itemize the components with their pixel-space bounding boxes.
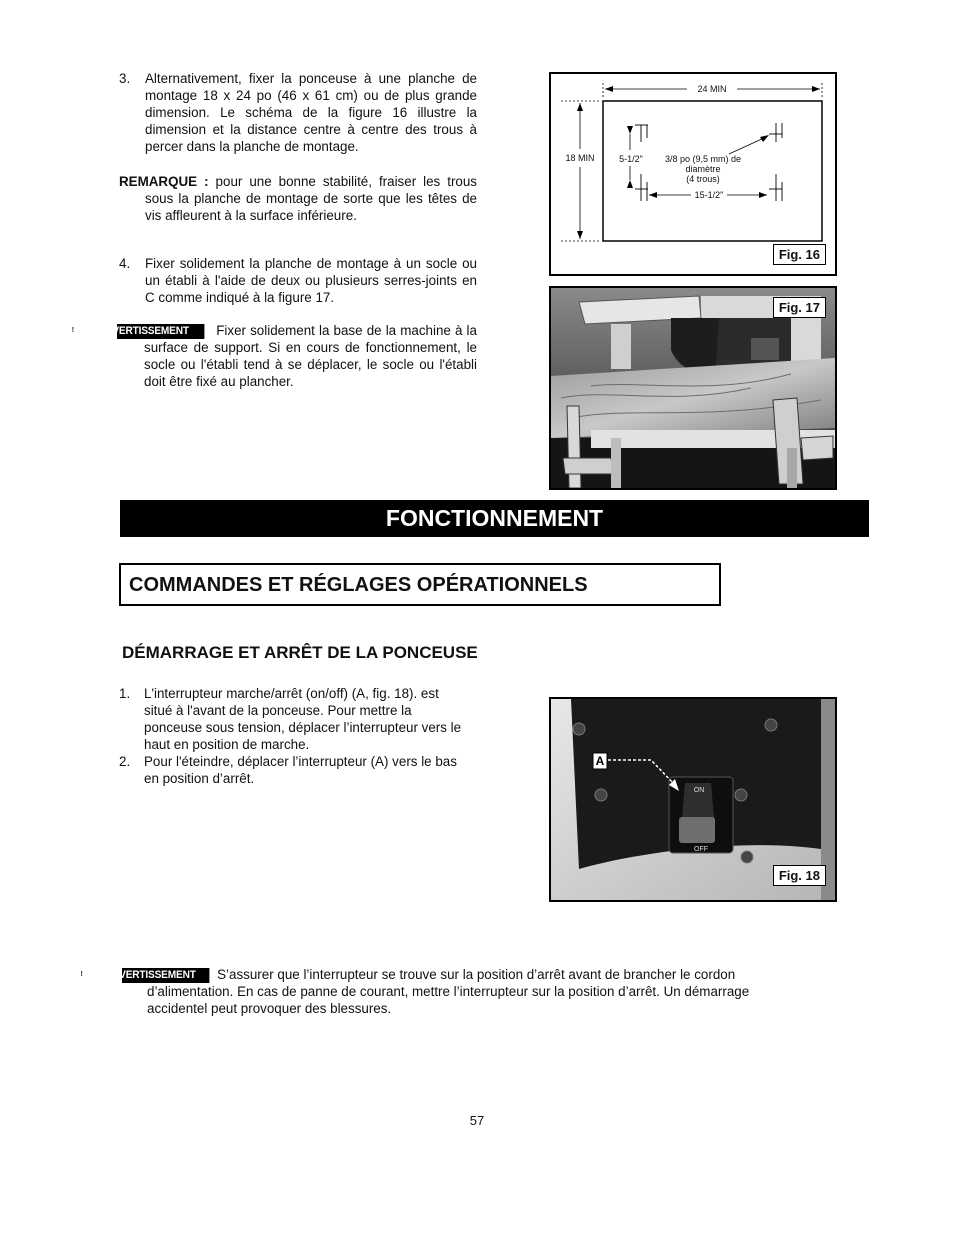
hole-note-1: 3/8 po (9,5 mm) de [664,154,742,164]
figure-18 [549,697,837,902]
subheading: DÉMARRAGE ET ARRÊT DE LA PONCEUSE [122,643,478,662]
warning-bottom [112,966,812,1017]
remark-label: REMARQUE : [119,174,209,189]
dim-height: 18 MIN [565,153,595,163]
section-title: COMMANDES ET RÉGLAGES OPÉRATIONNELS [119,563,721,606]
step-4-text: Fixer solidement la planche de montage à un socle ou un établi à l'aide de deux ou plusieurs serres-joints en C comme indiqué à la figure 17. [145,256,477,305]
dim-width: 24 MIN [697,84,727,94]
switch-off-label: OFF [694,846,708,853]
operation-banner: FONCTIONNEMENT [120,500,869,537]
warning-badge-bottom: !AVERTISSEMENT [122,968,210,983]
warning-triangle-icon [94,326,103,335]
step-2 [119,753,469,787]
callout-a: A [595,754,605,768]
step-3-number: 3. [119,71,131,86]
figure-17 [549,286,837,490]
warning-top-text: Fixer solidement la base de la machine à la surface de support. Si en cours de fonctionnement, le socle ou l'établi tend à se déplacer, le socle ou l'établi doit être fixé au plancher. [144,323,477,389]
hole-note-3: (4 trous) [686,174,720,184]
page-number: 57 [469,1113,485,1128]
step-4 [119,255,477,306]
step-3 [119,70,477,155]
warning-badge: !AVERTISSEMENT [117,324,205,339]
warning-triangle-icon [101,970,110,979]
fig-17-label: Fig. 17 [773,297,826,318]
remark [119,173,477,224]
step-1-number: 1. [119,686,131,701]
step-4-number: 4. [119,256,131,271]
warning-bottom-text: S’assurer que l’interrupteur se trouve sur la position d’arrêt avant de brancher le cordon d’alimentation. En cas de panne de courant, mettre l’interrupteur sur la position d’arrêt. Un démarrage accidentel peut provoquer des blessures. [147,967,750,1016]
step-1-text: L'interrupteur marche/arrêt (on/off) (A, fig. 18). est situé à l'avant de la ponceuse. Pour mettre la ponceuse sous tension, déplacer l’interrupteur vers le haut en position de marche. [144,686,462,752]
step-2-text: Pour l'éteindre, déplacer l’interrupteur (A) vers le bas en position d’arrêt. [144,754,457,786]
switch-on-label: ON [693,787,705,794]
step-2-number: 2. [119,754,131,769]
step-1 [119,685,469,753]
hole-note-2: diamètre [685,164,721,174]
dim-small: 5-1/2" [619,154,643,164]
step-3-text: Alternativement, fixer la ponceuse à une planche de montage 18 x 24 po (46 x 61 cm) ou de plus grande dimension. Le schéma de la figure 16 illustre la dimension et la distance centre à centre des trous à percer dans la planche de montage. [145,71,477,154]
warning-top [105,322,477,390]
fig-18-label: Fig. 18 [773,865,826,886]
dim-span: 15-1/2" [694,190,724,200]
sander-clamped-photo [551,288,835,488]
remark-text: pour une bonne stabilité, fraiser les trous sous la planche de montage de sorte que les têtes de vis affleurent à la surface inférieure. [145,174,477,223]
figure-16 [549,72,837,276]
fig-16-label: Fig. 16 [773,244,826,265]
